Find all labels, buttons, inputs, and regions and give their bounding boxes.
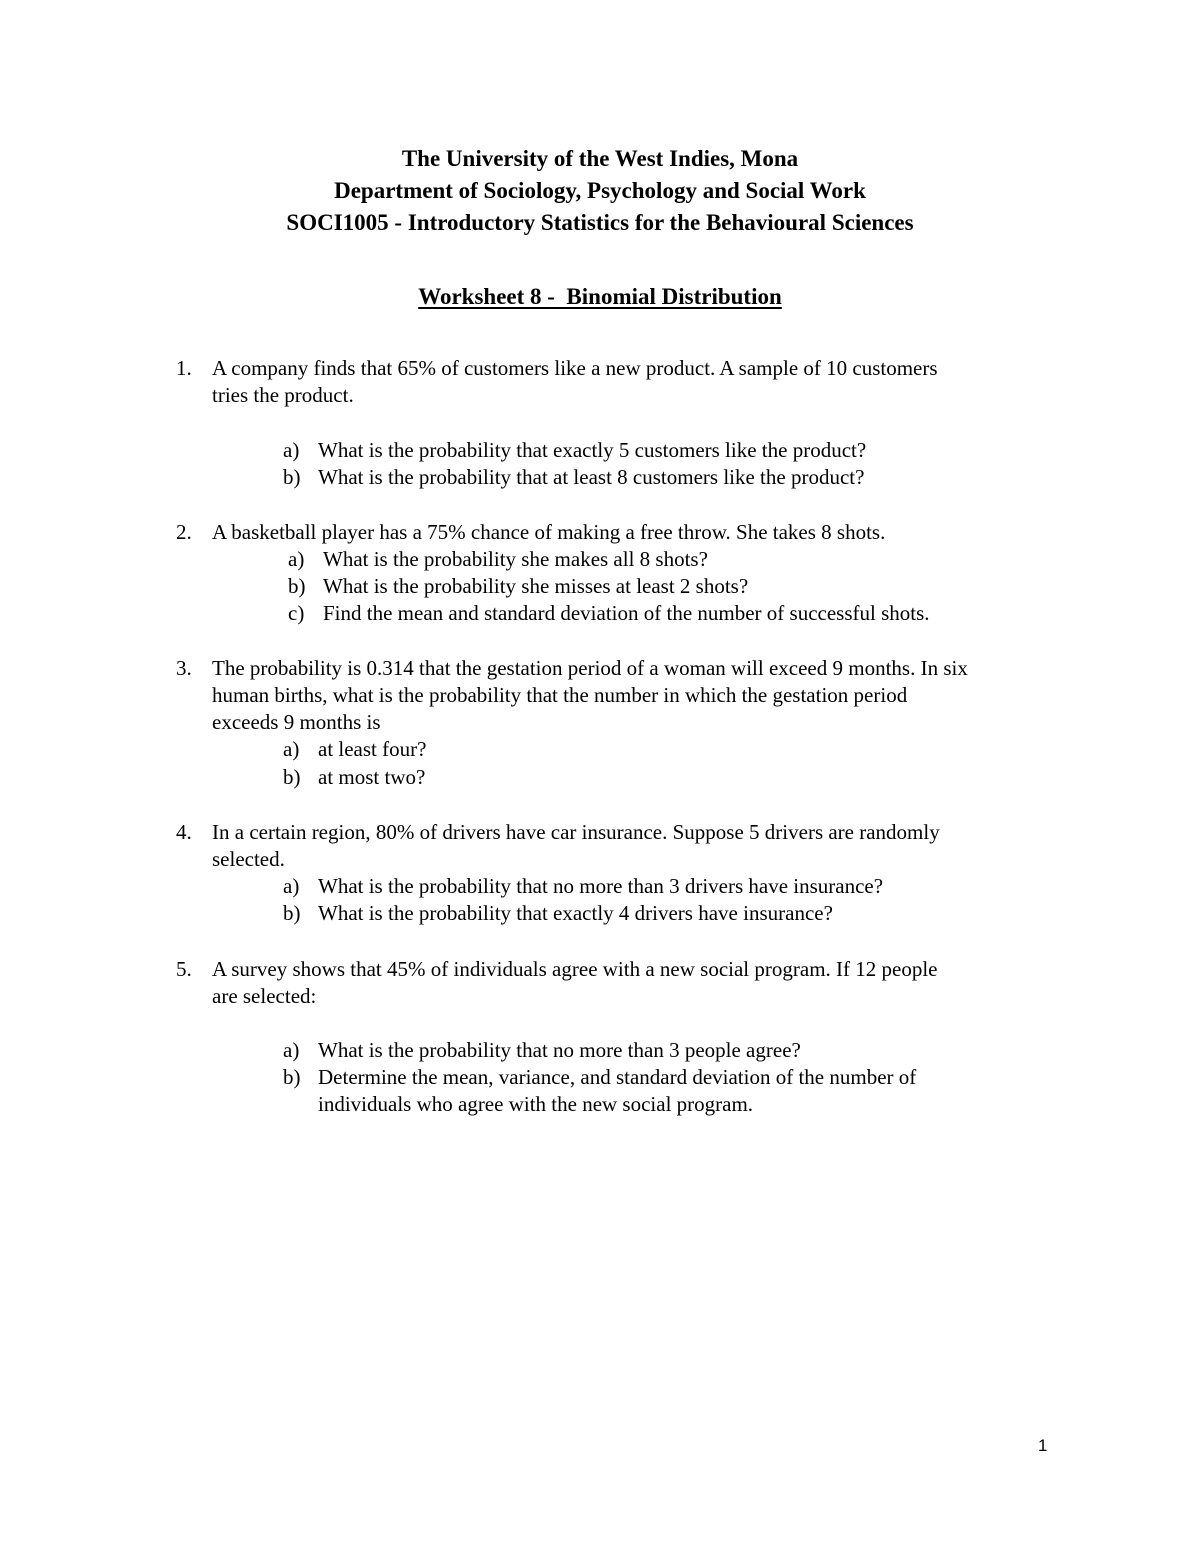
page-number: 1 [1038,1436,1048,1455]
question-number: 4. [176,820,192,844]
part-letter: a) [283,1038,300,1062]
question-line: are selected: [212,984,317,1008]
part-text [318,1064,1078,1118]
part-text [318,873,1078,900]
question-number: 3. [176,656,192,680]
part-letter: a) [283,438,300,462]
part-text [318,437,1078,464]
question-line: human births, what is the probability that the number in which the gestation period [212,683,908,707]
question-text [212,819,1072,873]
part-letter: a) [283,874,300,898]
part-text [318,900,1078,927]
question-line: A basketball player has a 75% chance of making a free throw. She takes 8 shots. [212,520,886,544]
question-text [212,519,1072,546]
part-line: What is the probability that exactly 4 drivers have insurance? [318,901,833,925]
part-text [323,573,1083,600]
question-number: 5. [176,957,192,981]
question-line: selected. [212,847,285,871]
question-number: 1. [176,356,192,380]
university-name: The University of the West Indies, Mona [401,146,799,171]
question-text [212,655,1072,736]
question-line: tries the product. [212,383,354,407]
part-line: What is the probability that at least 8 customers like the product? [318,465,865,489]
question-line: In a certain region, 80% of drivers have car insurance. Suppose 5 drivers are randomly [212,820,940,844]
part-letter: a) [288,547,305,571]
part-letter: b) [283,901,301,925]
part-text [318,1037,1078,1064]
part-line: What is the probability she makes all 8 shots? [323,547,708,571]
part-line: What is the probability she misses at least 2 shots? [323,574,749,598]
question-text [212,355,1072,409]
part-letter: b) [283,765,301,789]
part-text [323,600,1083,627]
part-line: What is the probability that no more than 3 drivers have insurance? [318,874,884,898]
part-letter: b) [283,1065,301,1089]
part-text [323,546,1083,573]
part-letter: b) [288,574,306,598]
question-number: 2. [176,520,192,544]
worksheet-title-text: Worksheet 8 - Binomial Distribution [418,284,782,309]
part-letter: c) [288,601,305,625]
part-line: Determine the mean, variance, and standard deviation of the number of [318,1065,917,1089]
part-line: What is the probability that exactly 5 customers like the product? [318,438,867,462]
part-text [318,764,1078,791]
part-line: at most two? [318,765,426,789]
question-line: A company finds that 65% of customers like a new product. A sample of 10 customers [212,356,938,380]
part-text [318,736,1078,763]
part-line: individuals who agree with the new social program. [318,1092,754,1116]
question-line: A survey shows that 45% of individuals agree with a new social program. If 12 people [212,957,938,981]
part-line: What is the probability that no more than 3 people agree? [318,1038,801,1062]
part-letter: b) [283,465,301,489]
question-text [212,956,1072,1010]
course-title: SOCI1005 - Introductory Statistics for the Behavioural Sciences [286,210,914,235]
question-line: exceeds 9 months is [212,710,381,734]
part-line: Find the mean and standard deviation of the number of successful shots. [323,601,930,625]
part-line: at least four? [318,737,427,761]
part-letter: a) [283,737,300,761]
part-text [318,464,1078,491]
department-name: Department of Sociology, Psychology and Social Work [334,178,866,203]
question-line: The probability is 0.314 that the gestation period of a woman will exceed 9 months. In six [212,656,968,680]
